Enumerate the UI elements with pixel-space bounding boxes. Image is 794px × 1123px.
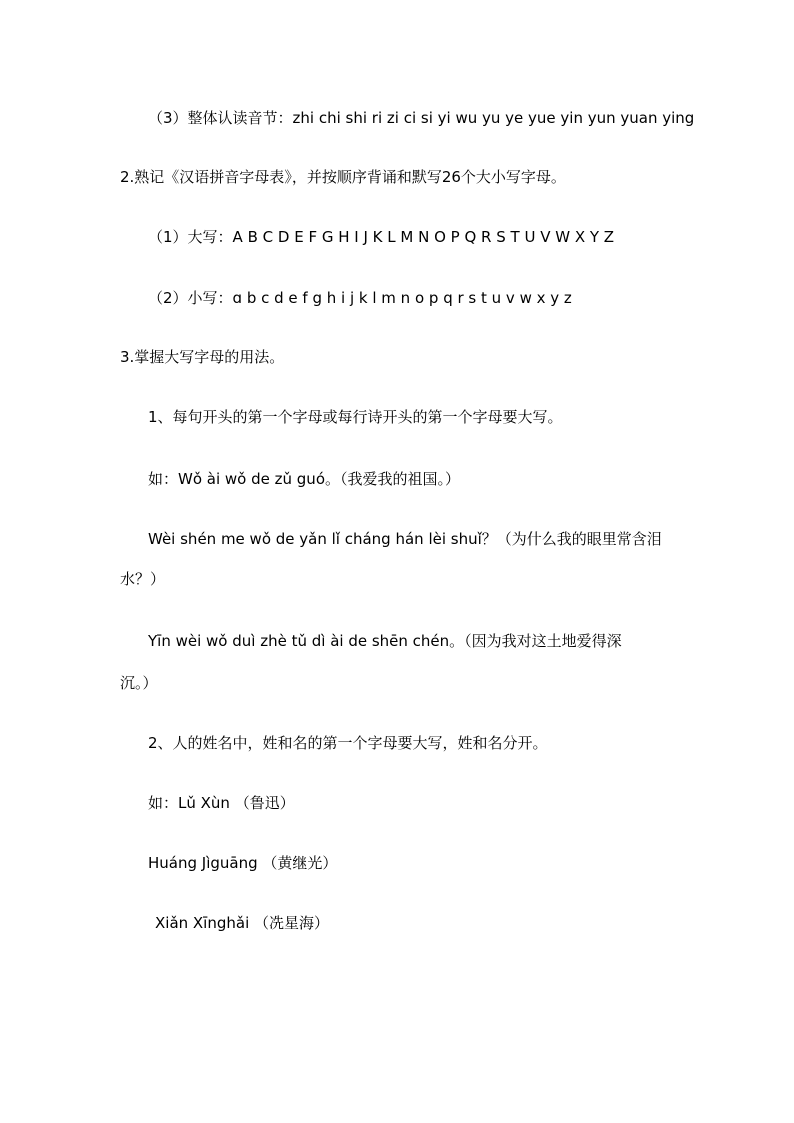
- example-1: 如：Wǒ ài wǒ de zǔ guó。（我爱我的祖国。）: [148, 470, 460, 488]
- section-3-heading: 3.掌握大写字母的用法。: [120, 348, 285, 366]
- name-example-3: Xiǎn Xīnghǎi （冼星海）: [155, 914, 330, 932]
- name-example-2: Huáng Jìguāng （黄继光）: [148, 854, 338, 872]
- uppercase-alphabet-line: （1）大写：A B C D E F G H I J K L M N O P Q R S T U V W X Y Z: [148, 228, 615, 246]
- section-2-heading: 2.熟记《汉语拼音字母表》，并按顺序背诵和默写26个大小写字母。: [120, 168, 566, 186]
- lowercase-alphabet-line: （2）小写：ɑ b c d e f g h i j k l m n o p q r s t u v w x y z: [148, 289, 572, 307]
- capitalization-rule-2: 2、人的姓名中，姓和名的第一个字母要大写，姓和名分开。: [148, 734, 548, 752]
- example-3-line-2: 沉。）: [120, 674, 158, 692]
- example-3-line-1: Yīn wèi wǒ duì zhè tǔ dì ài de shēn chén。（因为我对这土地爱得深: [148, 632, 622, 650]
- example-2-line-1: Wèi shén me wǒ de yǎn lǐ cháng hán lèi shuǐ？（为什么我的眼里常含泪: [148, 530, 662, 548]
- name-example-1: 如：Lǔ Xùn （鲁迅）: [148, 794, 295, 812]
- whole-syllables-line: （3）整体认读音节：zhi chi shi ri zi ci si yi wu yu ye yue yin yun yuan ying: [148, 109, 695, 127]
- capitalization-rule-1: 1、每句开头的第一个字母或每行诗开头的第一个字母要大写。: [148, 408, 563, 426]
- example-2-line-2: 水？）: [120, 570, 166, 588]
